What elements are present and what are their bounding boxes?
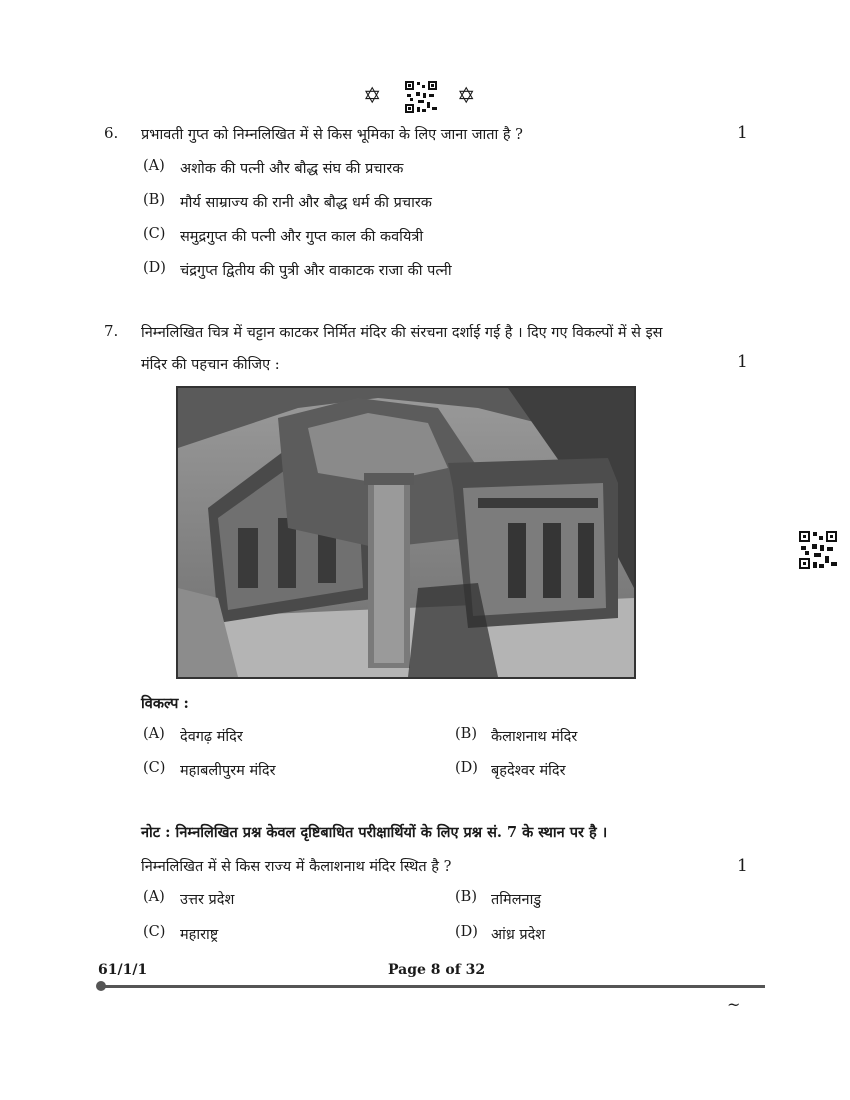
- star-of-david-icon-right: ✡: [457, 84, 476, 109]
- note-option-c-letter: (C): [143, 924, 166, 940]
- note-option-b-letter: (B): [455, 889, 477, 905]
- star-of-david-icon-left: ✡: [363, 84, 382, 109]
- note-question-marks: 1: [737, 856, 748, 876]
- q6-option-c-text: समुद्रगुप्त की पत्नी और गुप्त काल की कवयित्री: [180, 229, 424, 245]
- question-6-marks: 1: [737, 123, 748, 143]
- qr-code-icon: [404, 80, 438, 114]
- paper-code: 61/1/1: [98, 962, 148, 978]
- question-6-number: 6.: [104, 124, 119, 142]
- q6-option-a-letter: (A): [143, 158, 165, 174]
- q7-option-a-text: देवगढ़ मंदिर: [180, 729, 243, 745]
- q7-option-b-text: कैलाशनाथ मंदिर: [491, 729, 578, 745]
- note-heading: नोट : निम्नलिखित प्रश्न केवल दृष्टिबाधित परीक्षार्थियों के लिए प्रश्न सं. 7 के स्थान पर है ।: [141, 824, 608, 841]
- note-option-b-text: तमिलनाडु: [491, 892, 542, 908]
- q6-option-a-text: अशोक की पत्नी और बौद्ध संघ की प्रचारक: [180, 161, 404, 177]
- q6-option-d-letter: (D): [143, 260, 166, 276]
- footer-tilde: ~: [727, 995, 741, 1014]
- q7-option-d-text: बृहदेश्वर मंदिर: [491, 763, 566, 779]
- question-6-text: प्रभावती गुप्त को निम्नलिखित में से किस भूमिका के लिए जाना जाता है ?: [141, 127, 523, 143]
- question-7-text-line1: निम्नलिखित चित्र में चट्टान काटकर निर्मित मंदिर की संरचना दर्शाई गई है । दिए गए विकल्पों में से इस: [141, 325, 663, 341]
- qr-code-icon: [798, 530, 838, 570]
- rock-cut-temple-photo: [176, 386, 636, 679]
- options-heading: विकल्प :: [141, 695, 189, 712]
- page-number: Page 8 of 32: [388, 962, 486, 978]
- q7-option-c-letter: (C): [143, 760, 166, 776]
- note-option-a-letter: (A): [143, 889, 165, 905]
- note-option-d-text: आंध्र प्रदेश: [491, 927, 546, 943]
- q7-option-d-letter: (D): [455, 760, 478, 776]
- question-7-number: 7.: [104, 322, 119, 340]
- note-option-c-text: महाराष्ट्र: [180, 927, 219, 943]
- question-7-text-line2: मंदिर की पहचान कीजिए :: [141, 357, 280, 373]
- q7-option-a-letter: (A): [143, 726, 165, 742]
- q6-option-c-letter: (C): [143, 226, 166, 242]
- question-7-marks: 1: [737, 352, 748, 372]
- temple-image-drawing: [178, 388, 634, 677]
- note-option-d-letter: (D): [455, 924, 478, 940]
- q6-option-d-text: चंद्रगुप्त द्वितीय की पुत्री और वाकाटक राजा की पत्नी: [180, 263, 452, 279]
- q6-option-b-text: मौर्य साम्राज्य की रानी और बौद्ध धर्म की प्रचारक: [180, 195, 432, 211]
- footer-divider: [100, 985, 765, 988]
- note-option-a-text: उत्तर प्रदेश: [180, 892, 235, 908]
- note-question-text: निम्नलिखित में से किस राज्य में कैलाशनाथ मंदिर स्थित है ?: [141, 859, 452, 875]
- q7-option-c-text: महाबलीपुरम मंदिर: [180, 763, 276, 779]
- q7-option-b-letter: (B): [455, 726, 477, 742]
- q6-option-b-letter: (B): [143, 192, 165, 208]
